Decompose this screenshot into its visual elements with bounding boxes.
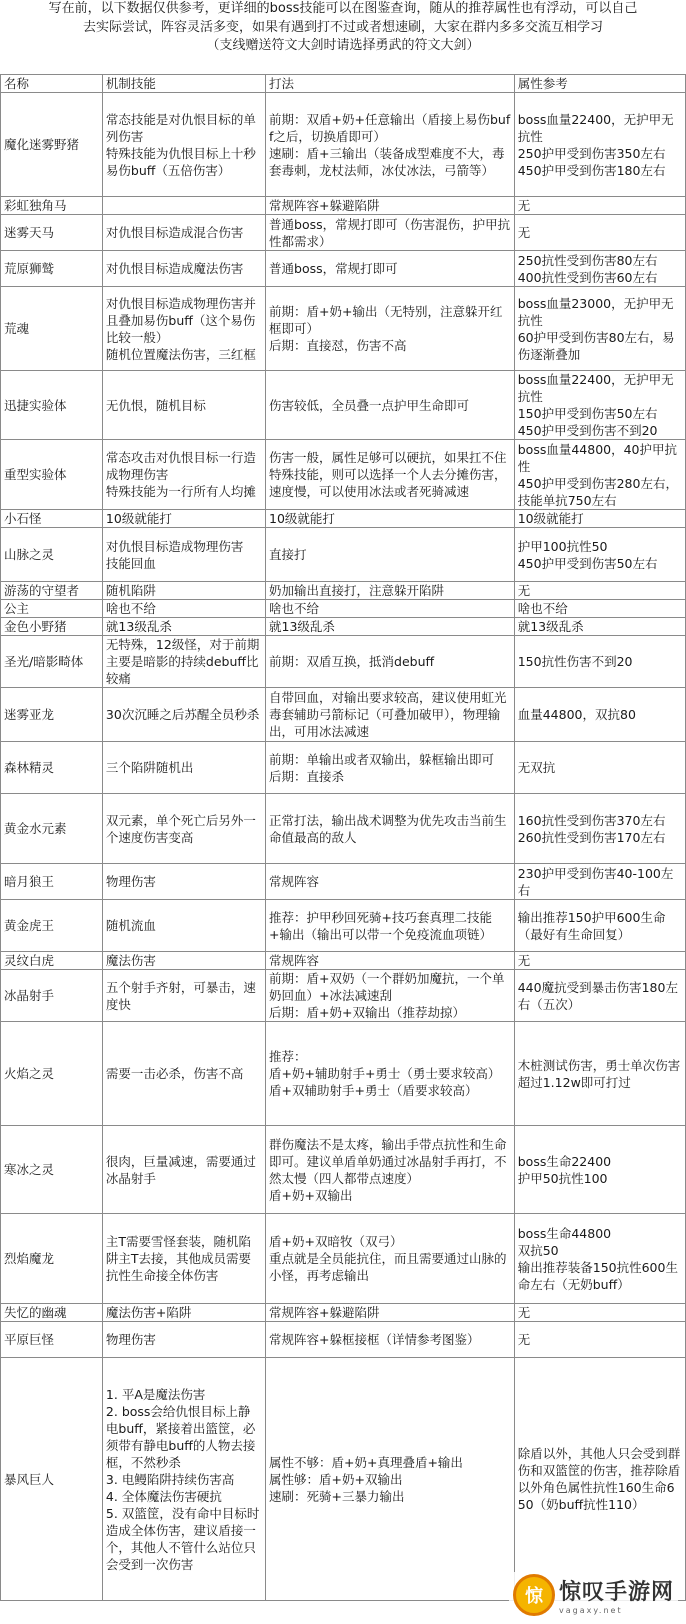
mechanics-cell: 对仇恨目标造成魔法伤害: [102, 251, 265, 287]
table-row: [1, 794, 686, 864]
mechanics-cell: 随机流血: [102, 900, 265, 952]
strategy-cell: 常规阵容: [266, 952, 515, 970]
attributes-cell: 无双抗: [514, 742, 685, 794]
strategy-cell: 伤害一般，属性足够可以硬抗，如果扛不住特殊技能，则可以选择一个人去分摊伤害，速度慢，可以使用冰法或者死骑减速: [266, 440, 515, 510]
boss-name-cell: 暗月狼王: [1, 864, 103, 900]
table-row: [1, 1126, 686, 1214]
attributes-cell: 无: [514, 197, 685, 215]
strategy-cell: 前期：双盾互换，抵消debuff: [266, 636, 515, 688]
strategy-cell: 就13级乱杀: [266, 618, 515, 636]
boss-strategy-table: [0, 74, 686, 1601]
boss-name-cell: 迅捷实验体: [1, 371, 103, 440]
header-attributes: 属性参考: [514, 75, 685, 93]
table-row: [1, 287, 686, 371]
boss-name-cell: 灵纹白虎: [1, 952, 103, 970]
mechanics-cell: 三个陷阱随机出: [102, 742, 265, 794]
attributes-cell: 无: [514, 215, 685, 251]
boss-name-cell: 黄金虎王: [1, 900, 103, 952]
header-strategy: 打法: [266, 75, 515, 93]
attributes-cell: 230护甲受到伤害40-100左右: [514, 864, 685, 900]
site-name: 惊叹手游网: [558, 1580, 674, 1605]
mechanics-cell: 很肉，巨量减速，需要通过冰晶射手: [102, 1126, 265, 1214]
mechanics-cell: 对仇恨目标造成混合伤害: [102, 215, 265, 251]
table-row: [1, 1304, 686, 1322]
mechanics-cell: 五个射手齐射，可暴击，速度快: [102, 970, 265, 1022]
strategy-cell: 常规阵容+躲避陷阱: [266, 1304, 515, 1322]
mechanics-cell: 1. 平A是魔法伤害 2. boss会给仇恨目标上静电buff，紧接着出篮筐，必须带有静电buff的人物去接框，不然秒杀 3. 电鳗陷阱持续伤害高 4. 全体魔法伤害硬抗 5. 双篮筐，没有命中目标时造成全体伤害，建议盾接一个，其他人不管什么站位只会受到一次伤害: [102, 1358, 265, 1601]
strategy-cell: 正常打法，输出战术调整为优先攻击当前生命值最高的敌人: [266, 794, 515, 864]
mechanics-cell: 对仇恨目标造成物理伤害 技能回血: [102, 528, 265, 582]
mechanics-cell: 无特殊，12级怪，对于前期主要是暗影的持续debuff比较痛: [102, 636, 265, 688]
boss-name-cell: 重型实验体: [1, 440, 103, 510]
table-row: [1, 864, 686, 900]
table-row: [1, 93, 686, 197]
intro-line-1: 写在前，以下数据仅供参考，更详细的boss技能可以在图鉴查询，随从的推荐属性也有浮动，可以自己: [48, 1, 638, 16]
mechanics-cell: 无仇恨，随机目标: [102, 371, 265, 440]
attributes-cell: boss血量44800，40护甲抗性 450护甲受到伤害280左右，技能单抗750左右: [514, 440, 685, 510]
table-row: [1, 1214, 686, 1304]
boss-name-cell: 小石怪: [1, 510, 103, 528]
strategy-cell: 奶加输出直接打，注意躲开陷阱: [266, 582, 515, 600]
boss-name-cell: 平原巨怪: [1, 1322, 103, 1358]
strategy-cell: 伤害较低，全员叠一点护甲生命即可: [266, 371, 515, 440]
table-row: [1, 1322, 686, 1358]
site-url: vagaxy.net: [558, 1606, 623, 1615]
mechanics-cell: 需要一击必杀，伤害不高: [102, 1022, 265, 1126]
strategy-cell: 常规阵容: [266, 864, 515, 900]
boss-name-cell: 山脉之灵: [1, 528, 103, 582]
strategy-cell: 推荐： 盾+奶+辅助射手+勇士（勇士要求较高） 盾+双辅助射手+勇士（盾要求较高）: [266, 1022, 515, 1126]
mechanics-cell: 常态技能是对仇恨目标的单列伤害 特殊技能为仇恨目标上十秒易伤buff（五倍伤害）: [102, 93, 265, 197]
table-row: [1, 510, 686, 528]
table-row: [1, 970, 686, 1022]
attributes-cell: 血量44800，双抗80: [514, 688, 685, 742]
mechanics-cell: 魔法伤害+陷阱: [102, 1304, 265, 1322]
attributes-cell: boss血量23000，无护甲无抗性 60护甲受到伤害80左右，易伤逐渐叠加: [514, 287, 685, 371]
table-row: [1, 742, 686, 794]
strategy-cell: 前期：盾+双奶（一个群奶加魔抗，一个单奶回血）+冰法减速刮 后期：盾+奶+双输出（推荐劫掠）: [266, 970, 515, 1022]
attributes-cell: 无: [514, 1304, 685, 1322]
strategy-cell: 常规阵容+躲框接框（详情参考图鉴）: [266, 1322, 515, 1358]
strategy-cell: 直接打: [266, 528, 515, 582]
attributes-cell: 就13级乱杀: [514, 618, 685, 636]
attributes-cell: 啥也不给: [514, 600, 685, 618]
strategy-cell: 普通boss，常规打即可: [266, 251, 515, 287]
strategy-cell: 推荐：护甲秒回死骑+技巧套真理二技能+输出（输出可以带一个免疫流血项链）: [266, 900, 515, 952]
mechanics-cell: 就13级乱杀: [102, 618, 265, 636]
strategy-cell: 前期：单输出或者双输出，躲框输出即可 后期：直接杀: [266, 742, 515, 794]
mechanics-cell: 主T需要雪怪套装，随机陷阱主T去接，其他成员需要抗性生命接全体伤害: [102, 1214, 265, 1304]
mechanics-cell: 物理伤害: [102, 1322, 265, 1358]
mechanics-cell: 物理伤害: [102, 864, 265, 900]
table-row: [1, 440, 686, 510]
attributes-cell: 输出推荐150护甲600生命（最好有生命回复）: [514, 900, 685, 952]
attributes-cell: 木桩测试伤害，勇士单次伤害超过1.12w即可打过: [514, 1022, 685, 1126]
intro-line-3: （支线赠送符文大剑时请选择勇武的符文大剑）: [206, 38, 480, 53]
mechanics-cell: 双元素，单个死亡后另外一个速度伤害变高: [102, 794, 265, 864]
intro-notes: [0, 0, 686, 74]
attributes-cell: 150抗性伤害不到20: [514, 636, 685, 688]
table-header-row: [1, 75, 686, 93]
boss-name-cell: 魔化迷雾野猪: [1, 93, 103, 197]
table-row: [1, 636, 686, 688]
attributes-cell: 250抗性受到伤害80左右 400抗性受到伤害60左右: [514, 251, 685, 287]
strategy-cell: 前期：盾+奶+输出（无特别，注意躲开红框即可） 后期：直接怼，伤害不高: [266, 287, 515, 371]
attributes-cell: boss血量22400，无护甲无抗性 150护甲受到伤害50左右 450护甲受到伤害不到20: [514, 371, 685, 440]
table-row: [1, 900, 686, 952]
attributes-cell: 无: [514, 582, 685, 600]
boss-name-cell: 火焰之灵: [1, 1022, 103, 1126]
table-row: [1, 528, 686, 582]
boss-name-cell: 寒冰之灵: [1, 1126, 103, 1214]
boss-name-cell: 失忆的幽魂: [1, 1304, 103, 1322]
strategy-cell: 属性不够：盾+奶+真理叠盾+输出 属性够：盾+奶+双输出 速刷：死骑+三暴力输出: [266, 1358, 515, 1601]
header-mechanics: 机制技能: [102, 75, 265, 93]
attributes-cell: boss生命22400 护甲50抗性100: [514, 1126, 685, 1214]
boss-name-cell: 森林精灵: [1, 742, 103, 794]
boss-name-cell: 冰晶射手: [1, 970, 103, 1022]
boss-name-cell: 迷雾天马: [1, 215, 103, 251]
mechanics-cell: 对仇恨目标造成物理伤害并且叠加易伤buff（这个易伤比较一般） 随机位置魔法伤害，三红框: [102, 287, 265, 371]
boss-name-cell: 彩虹独角马: [1, 197, 103, 215]
strategy-cell: 群伤魔法不是太疼，输出手带点抗性和生命即可。建议单盾单奶通过冰晶射手再打，不然太慢（四人都带点速度） 盾+奶+双输出: [266, 1126, 515, 1214]
mechanics-cell: 啥也不给: [102, 600, 265, 618]
boss-name-cell: 荒原狮鹫: [1, 251, 103, 287]
strategy-cell: 自带回血，对输出要求较高，建议使用虹光毒套辅助弓箭标记（可叠加破甲），物理输出，可用冰法减速: [266, 688, 515, 742]
table-row: [1, 1022, 686, 1126]
boss-name-cell: 暴风巨人: [1, 1358, 103, 1601]
header-name: 名称: [1, 75, 103, 93]
table-row: [1, 215, 686, 251]
attributes-cell: 440魔抗受到暴击伤害180左右（五次）: [514, 970, 685, 1022]
attributes-cell: 护甲100抗性50 450护甲受到伤害50左右: [514, 528, 685, 582]
table-row: [1, 197, 686, 215]
site-logo-icon: 惊: [513, 1574, 555, 1616]
attributes-cell: boss血量22400，无护甲无抗性 250护甲受到伤害350左右 450护甲受到伤害180左右: [514, 93, 685, 197]
attributes-cell: 无: [514, 952, 685, 970]
table-row: [1, 618, 686, 636]
boss-name-cell: 公主: [1, 600, 103, 618]
table-row: [1, 600, 686, 618]
table-row: [1, 251, 686, 287]
boss-name-cell: 金色小野猪: [1, 618, 103, 636]
table-row: [1, 952, 686, 970]
attributes-cell: 除盾以外，其他人只会受到群伤和双篮筐的伤害，推荐除盾以外角色属性抗性160生命650（奶buff抗性110）: [514, 1358, 685, 1601]
boss-name-cell: 黄金水元素: [1, 794, 103, 864]
attributes-cell: 160抗性受到伤害370左右 260抗性受到伤害170左右: [514, 794, 685, 864]
mechanics-cell: 10级就能打: [102, 510, 265, 528]
strategy-cell: 普通boss，常规打即可（伤害混伤，护甲抗性都需求）: [266, 215, 515, 251]
table-row: [1, 371, 686, 440]
boss-name-cell: 迷雾亚龙: [1, 688, 103, 742]
mechanics-cell: [102, 197, 265, 215]
strategy-cell: 常规阵容+躲避陷阱: [266, 197, 515, 215]
boss-name-cell: 烈焰魔龙: [1, 1214, 103, 1304]
strategy-cell: 10级就能打: [266, 510, 515, 528]
attributes-cell: boss生命44800 双抗50 输出推荐装备150抗性600生命左右（无奶buff）: [514, 1214, 685, 1304]
mechanics-cell: 30次沉睡之后苏醒全员秒杀: [102, 688, 265, 742]
intro-line-2: 去实际尝试，阵容灵活多变，如果有遇到打不过或者想速刷，大家在群内多多交流互相学习: [82, 19, 603, 35]
mechanics-cell: 随机陷阱: [102, 582, 265, 600]
attributes-cell: 10级就能打: [514, 510, 685, 528]
boss-name-cell: 荒魂: [1, 287, 103, 371]
mechanics-cell: 魔法伤害: [102, 952, 265, 970]
table-row: [1, 1358, 686, 1601]
strategy-cell: 啥也不给: [266, 600, 515, 618]
attributes-cell: 无: [514, 1322, 685, 1358]
strategy-cell: 前期：双盾+奶+任意输出（盾接上易伤buff之后，切换盾即可） 速刷：盾+三输出（装备成型难度不大，毒套毒刺，龙杖法师，冰仗冰法，弓箭等）: [266, 93, 515, 197]
mechanics-cell: 常态攻击对仇恨目标一行造成物理伤害 特殊技能为一行所有人均摊: [102, 440, 265, 510]
table-row: [1, 582, 686, 600]
table-row: [1, 688, 686, 742]
boss-name-cell: 圣光/暗影畸体: [1, 636, 103, 688]
site-watermark: [509, 1572, 678, 1618]
boss-name-cell: 游荡的守望者: [1, 582, 103, 600]
strategy-cell: 盾+奶+双暗牧（双弓） 重点就是全员能抗住，而且需要通过山脉的小怪，再考虑输出: [266, 1214, 515, 1304]
